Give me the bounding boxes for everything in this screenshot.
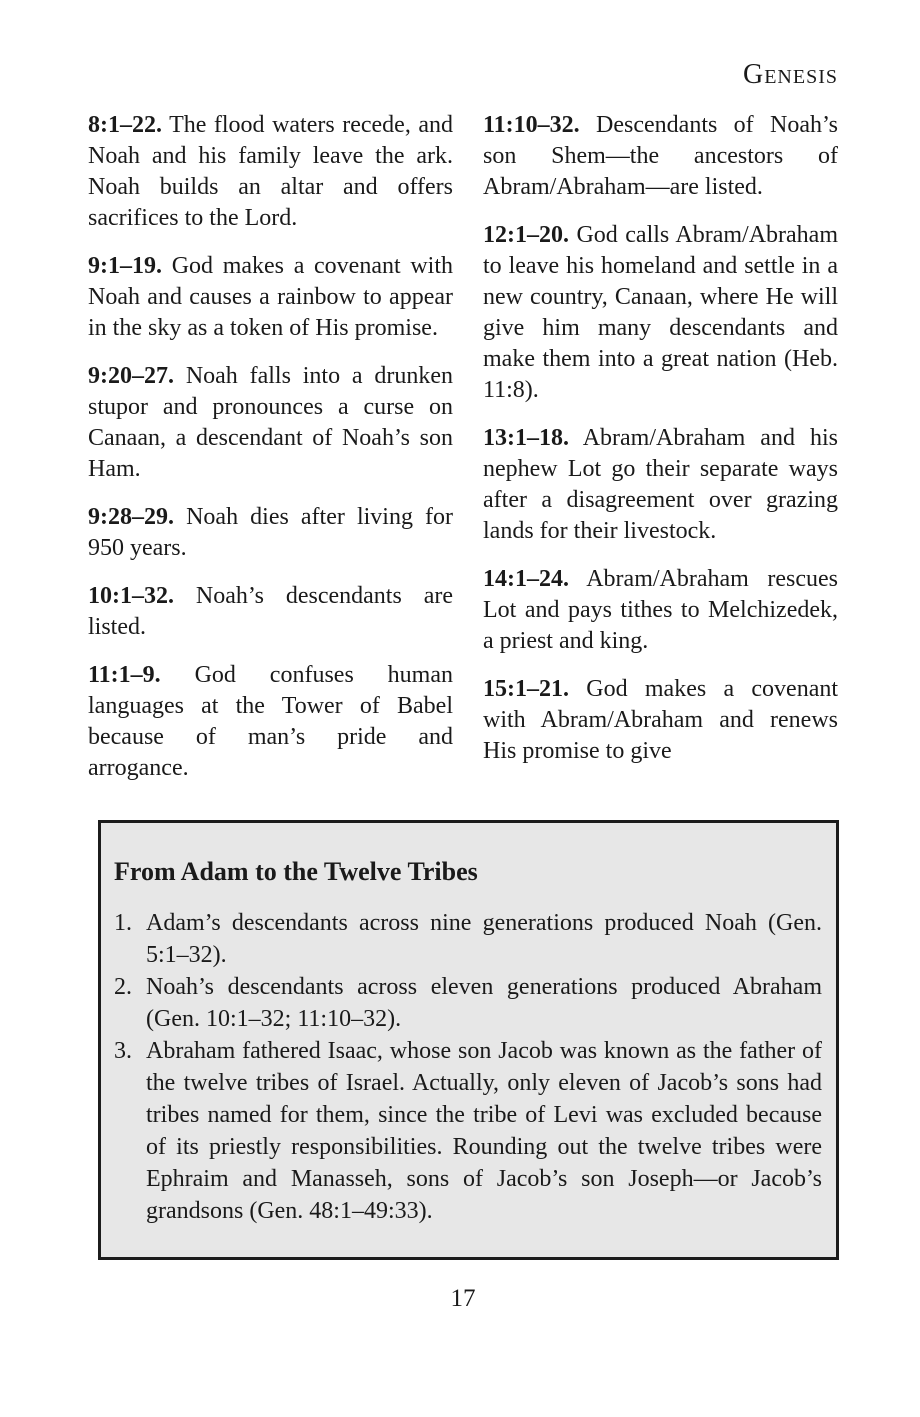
verse-ref: 9:28–29. <box>88 504 174 530</box>
verse-text: God makes a covenant with Noah and causes a rainbow to appear in the sky as a token of His promise. <box>88 253 454 341</box>
verse-ref: 13:1–18. <box>483 425 569 451</box>
verse-entry <box>483 564 838 657</box>
list-item-number: 1. <box>114 910 132 936</box>
verse-ref: 14:1–24. <box>483 566 569 592</box>
verse-ref: 8:1–22. <box>88 112 162 138</box>
book-title: Genesis <box>742 59 838 90</box>
running-header <box>88 60 838 90</box>
verse-text: God makes a covenant with Abram/Abraham and renews His promise to give <box>483 676 839 764</box>
callout-list-item <box>114 971 822 1035</box>
verse-entry <box>483 220 838 406</box>
verse-entry <box>88 660 453 784</box>
verse-text: The flood waters recede, and Noah and his family leave the ark. Noah builds an altar and offers sacrifices to the Lord. <box>88 112 453 231</box>
list-item-text: Adam’s descendants across nine generations produced Noah (Gen. 5:1–32). <box>146 910 822 968</box>
verse-ref: 11:10–32. <box>483 112 580 138</box>
verse-text: Noah’s descendants are listed. <box>88 583 454 640</box>
verse-entry <box>483 110 838 203</box>
two-column-text <box>88 110 838 784</box>
verse-text: Noah falls into a drunken stupor and pronounces a curse on Canaan, a descendant of Noah’s son Ham. <box>88 363 453 482</box>
verse-ref: 11:1–9. <box>88 662 161 688</box>
verse-entry <box>88 110 453 234</box>
verse-ref: 10:1–32. <box>88 583 174 609</box>
verse-ref: 9:1–19. <box>88 253 162 279</box>
verse-entry <box>483 423 838 547</box>
list-item-number: 3. <box>114 1038 132 1064</box>
verse-text: God calls Abram/Abraham to leave his homeland and settle in a new country, Canaan, where He will give him many descendants and make them into a great nation (Heb. 11:8). <box>483 222 838 403</box>
verse-text: Noah dies after living for 950 years. <box>88 504 454 561</box>
right-column <box>483 110 838 784</box>
list-item-text: Noah’s descendants across eleven generations produced Abraham (Gen. 10:1–32; 11:10–32). <box>146 974 822 1032</box>
verse-entry <box>88 251 453 344</box>
verse-entry <box>88 361 453 485</box>
verse-entry <box>88 502 453 564</box>
verse-text: Descendants of Noah’s son Shem—the ancestors of Abram/Abraham—are listed. <box>483 112 839 200</box>
verse-ref: 9:20–27. <box>88 363 174 389</box>
verse-entry <box>88 581 453 643</box>
callout-box <box>98 820 839 1260</box>
page-number: 17 <box>450 1285 476 1312</box>
left-column <box>88 110 453 784</box>
verse-text: God confuses human languages at the Tower of Babel because of man’s pride and arrogance. <box>88 662 453 781</box>
callout-title: From Adam to the Twelve Tribes <box>114 857 478 886</box>
verse-text: Abram/Abraham and his nephew Lot go their separate ways after a disagreement over grazing lands for their livestock. <box>483 425 838 544</box>
verse-ref: 12:1–20. <box>483 222 569 248</box>
callout-list <box>114 907 822 1227</box>
list-item-text: Abraham fathered Isaac, whose son Jacob was known as the father of the twelve tribes of Israel. Actually, only eleven of Jacob’s sons had tribes named for them, since the tribe of Levi was excluded because of its priestly responsibilities. Rounding out the twelve tribes were Ephraim and Manasseh, sons of Jacob’s son Joseph—or Jacob’s grandsons (Gen. 48:1–49:33). <box>146 1038 822 1224</box>
verse-ref: 15:1–21. <box>483 676 569 702</box>
callout-list-item <box>114 907 822 971</box>
list-item-number: 2. <box>114 974 132 1000</box>
callout-list-item <box>114 1035 822 1227</box>
verse-entry <box>483 674 838 767</box>
verse-text: Abram/Abraham rescues Lot and pays tithes to Melchizedek, a priest and king. <box>483 566 838 654</box>
